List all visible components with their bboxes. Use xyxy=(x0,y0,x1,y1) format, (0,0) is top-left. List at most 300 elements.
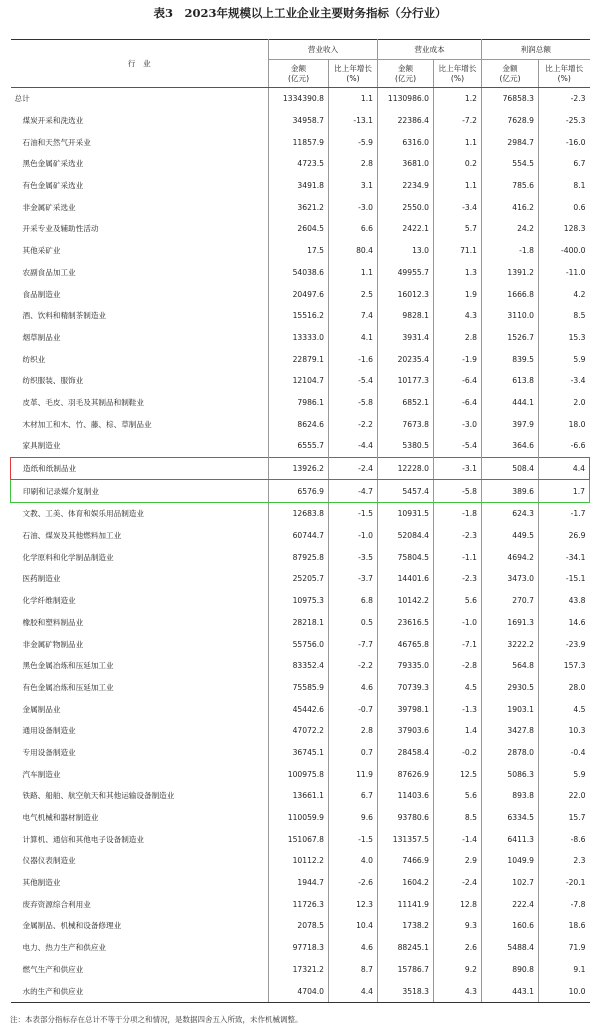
amount-unit: (亿元) xyxy=(499,73,521,83)
cost-amount-cell: 46765.8 xyxy=(378,633,434,655)
revenue-growth-cell: -2.6 xyxy=(329,872,378,894)
revenue-amount-cell: 60744.7 xyxy=(269,525,329,547)
industry-name-cell: 家具制造业 xyxy=(11,435,269,457)
revenue-growth-cell: 1.1 xyxy=(329,262,378,284)
profit-growth-cell: 4.2 xyxy=(573,289,586,299)
profit-growth-cell: 28.0 xyxy=(568,682,586,692)
industry-name-cell: 化学纤维制造业 xyxy=(11,590,269,612)
revenue-growth-cell: -3.5 xyxy=(329,546,378,568)
profit-growth-cell: 4.5 xyxy=(573,704,586,714)
revenue-growth-cell: -1.5 xyxy=(329,503,378,525)
cost-growth-cell: -2.3 xyxy=(434,525,482,547)
industry-name-cell: 黑色金属冶炼和压延加工业 xyxy=(11,655,269,677)
industry-name-cell: 黑色金属矿采选业 xyxy=(11,153,269,175)
industry-name-cell: 总计 xyxy=(11,88,269,110)
revenue-growth-cell: -0.7 xyxy=(329,698,378,720)
profit-growth-cell: 2.3 xyxy=(573,856,586,866)
revenue-amount-cell: 11857.9 xyxy=(269,131,329,153)
profit-amount-cell: 4694.2 xyxy=(482,546,539,568)
revenue-amount-cell: 4704.0 xyxy=(269,980,329,1002)
revenue-amount-cell: 12683.8 xyxy=(269,503,329,525)
cost-amount-cell: 131357.5 xyxy=(378,828,434,850)
profit-growth-cell: 15.7 xyxy=(568,813,586,823)
industry-name-cell: 金属制品业 xyxy=(11,698,269,720)
cost-amount-cell: 2422.1 xyxy=(378,218,434,240)
industry-name-cell: 文教、工美、体育和娱乐用品制造业 xyxy=(11,503,269,525)
revenue-growth-cell: 1.1 xyxy=(329,88,378,110)
revenue-amount-cell: 2604.5 xyxy=(269,218,329,240)
revenue-amount-cell: 110059.9 xyxy=(269,807,329,829)
revenue-growth-cell: 4.4 xyxy=(329,980,378,1002)
revenue-amount-cell: 25205.7 xyxy=(269,568,329,590)
table-row xyxy=(11,131,590,153)
profit-growth-cell: 18.0 xyxy=(568,419,586,429)
profit-amount-cell: 24.2 xyxy=(482,218,539,240)
profit-growth-cell: -34.1 xyxy=(565,552,586,562)
profit-growth-cell: 26.9 xyxy=(568,531,586,541)
revenue-amount-cell: 15516.2 xyxy=(269,305,329,327)
revenue-growth-cell: 9.6 xyxy=(329,807,378,829)
profit-growth-cell: 43.8 xyxy=(568,596,586,606)
profit-amount-cell: 416.2 xyxy=(482,196,539,218)
profit-amount-cell: 564.8 xyxy=(482,655,539,677)
cost-amount-cell: 23616.5 xyxy=(378,612,434,634)
amount-unit: (亿元) xyxy=(287,73,310,83)
cost-amount-cell: 39798.1 xyxy=(378,698,434,720)
profit-growth-cell: 14.6 xyxy=(568,617,586,627)
table-row xyxy=(11,633,590,655)
table-row xyxy=(11,175,590,197)
profit-growth-header xyxy=(539,60,590,88)
industry-name-cell: 化学原料和化学制品制造业 xyxy=(11,546,269,568)
table-row xyxy=(11,915,590,937)
profit-growth-cell: 2.0 xyxy=(573,397,586,407)
revenue-amount-cell: 55756.0 xyxy=(269,633,329,655)
revenue-amount-cell: 8624.6 xyxy=(269,413,329,435)
cost-growth-cell: 1.2 xyxy=(434,88,482,110)
table-row xyxy=(11,742,590,764)
cost-amount-cell: 13.0 xyxy=(378,240,434,262)
table-row xyxy=(11,457,590,480)
table-row xyxy=(11,305,590,327)
profit-growth-cell: 71.9 xyxy=(568,943,586,953)
cost-amount-cell: 93780.6 xyxy=(378,807,434,829)
revenue-growth-cell: 0.7 xyxy=(329,742,378,764)
profit-amount-header xyxy=(482,60,539,88)
profit-growth-cell: 1.7 xyxy=(539,480,590,503)
profit-amount-cell: 508.4 xyxy=(482,457,539,480)
table-row xyxy=(11,435,590,457)
cost-growth-cell: -6.4 xyxy=(434,392,482,414)
revenue-amount-cell: 151067.8 xyxy=(269,828,329,850)
cost-growth-cell: 4.5 xyxy=(434,677,482,699)
revenue-amount-cell: 36745.1 xyxy=(269,742,329,764)
revenue-growth-cell: 12.3 xyxy=(329,893,378,915)
industry-name-cell: 有色金属冶炼和压延加工业 xyxy=(11,677,269,699)
cost-growth-cell: 1.9 xyxy=(434,283,482,305)
profit-growth-cell: 10.3 xyxy=(568,726,586,736)
cost-amount-cell: 6316.0 xyxy=(378,131,434,153)
revenue-growth-cell: 6.6 xyxy=(329,218,378,240)
profit-growth-cell: 9.1 xyxy=(573,964,586,974)
revenue-growth-header xyxy=(329,60,378,88)
profit-amount-cell: 1666.8 xyxy=(482,283,539,305)
revenue-amount-cell: 6576.9 xyxy=(269,480,329,503)
table-row xyxy=(11,240,590,262)
industry-name-cell: 印刷和记录媒介复制业 xyxy=(11,480,269,503)
revenue-amount-cell: 2078.5 xyxy=(269,915,329,937)
cost-growth-cell: -7.2 xyxy=(434,110,482,132)
revenue-growth-cell: -5.9 xyxy=(329,131,378,153)
table-row xyxy=(11,612,590,634)
cost-amount-cell: 88245.1 xyxy=(378,937,434,959)
revenue-amount-cell: 10975.3 xyxy=(269,590,329,612)
revenue-amount-cell: 10112.2 xyxy=(269,850,329,872)
industry-name-cell: 汽车制造业 xyxy=(11,763,269,785)
revenue-amount-cell: 97718.3 xyxy=(269,937,329,959)
table-row xyxy=(11,348,590,370)
cost-amount-cell: 49955.7 xyxy=(378,262,434,284)
industry-name-cell: 酒、饮料和精制茶制造业 xyxy=(11,305,269,327)
industry-name-cell: 非金属矿采选业 xyxy=(11,196,269,218)
table-row xyxy=(11,413,590,435)
profit-amount-cell: 3110.0 xyxy=(482,305,539,327)
cost-growth-cell: 1.1 xyxy=(434,131,482,153)
table-row xyxy=(11,525,590,547)
amount-label: 金额 xyxy=(290,63,307,73)
cost-growth-cell: -1.0 xyxy=(434,612,482,634)
revenue-amount-cell: 12104.7 xyxy=(269,370,329,392)
profit-growth-cell: -400.0 xyxy=(561,246,586,256)
revenue-amount-cell: 17.5 xyxy=(269,240,329,262)
profit-growth-cell: 8.5 xyxy=(573,311,586,321)
industry-name-cell: 食品制造业 xyxy=(11,283,269,305)
revenue-amount-cell: 13333.0 xyxy=(269,327,329,349)
revenue-growth-cell: 7.4 xyxy=(329,305,378,327)
table-row xyxy=(11,937,590,959)
profit-growth-cell: -16.0 xyxy=(565,137,586,147)
revenue-amount-cell: 20497.6 xyxy=(269,283,329,305)
revenue-amount-cell: 13926.2 xyxy=(269,457,329,480)
cost-growth-cell: 2.6 xyxy=(434,937,482,959)
profit-amount-cell: 624.3 xyxy=(482,503,539,525)
cost-amount-cell: 5457.4 xyxy=(378,480,434,503)
table-row xyxy=(11,807,590,829)
revenue-growth-cell: -2.2 xyxy=(329,413,378,435)
profit-amount-cell: 443.1 xyxy=(482,980,539,1002)
table-row xyxy=(11,392,590,414)
cost-growth-cell: 1.3 xyxy=(434,262,482,284)
industry-name-cell: 其他制造业 xyxy=(11,872,269,894)
industry-name-cell: 专用设备制造业 xyxy=(11,742,269,764)
cost-growth-cell: -2.4 xyxy=(434,872,482,894)
industry-name-cell: 水的生产和供应业 xyxy=(11,980,269,1002)
cost-growth-cell: 1.4 xyxy=(434,720,482,742)
cost-amount-cell: 2234.9 xyxy=(378,175,434,197)
industry-name-cell: 纺织服装、服饰业 xyxy=(11,370,269,392)
cost-growth-cell: -5.4 xyxy=(434,435,482,457)
table-row xyxy=(11,872,590,894)
revenue-growth-cell: -1.6 xyxy=(329,348,378,370)
cost-amount-cell: 1604.2 xyxy=(378,872,434,894)
revenue-growth-cell: -1.0 xyxy=(329,525,378,547)
table-row xyxy=(11,110,590,132)
profit-amount-cell: 890.8 xyxy=(482,959,539,981)
profit-amount-cell: 6334.5 xyxy=(482,807,539,829)
industry-name-cell: 废弃资源综合利用业 xyxy=(11,893,269,915)
revenue-growth-cell: -5.4 xyxy=(329,370,378,392)
profit-amount-cell: 3427.8 xyxy=(482,720,539,742)
revenue-growth-cell: -5.8 xyxy=(329,392,378,414)
industry-name-cell: 木材加工和木、竹、藤、棕、草制品业 xyxy=(11,413,269,435)
cost-amount-cell: 3681.0 xyxy=(378,153,434,175)
revenue-growth-cell: 8.7 xyxy=(329,959,378,981)
table-body xyxy=(11,88,590,1003)
cost-growth-cell: -1.1 xyxy=(434,546,482,568)
profit-growth-cell: -20.1 xyxy=(565,878,586,888)
table-row xyxy=(11,655,590,677)
table-row xyxy=(11,893,590,915)
profit-growth-cell: -23.9 xyxy=(565,639,586,649)
profit-amount-cell: 5488.4 xyxy=(482,937,539,959)
profit-amount-cell: 397.9 xyxy=(482,413,539,435)
profit-amount-cell: 222.4 xyxy=(482,893,539,915)
profit-growth-cell: 22.0 xyxy=(568,791,586,801)
revenue-growth-cell: -2.2 xyxy=(329,655,378,677)
revenue-amount-cell: 17321.2 xyxy=(269,959,329,981)
cost-amount-cell: 22386.4 xyxy=(378,110,434,132)
revenue-growth-cell: 2.8 xyxy=(329,720,378,742)
total-row xyxy=(11,88,590,110)
cost-growth-cell: -0.2 xyxy=(434,742,482,764)
industry-name-cell: 非金属矿物制品业 xyxy=(11,633,269,655)
profit-growth-cell: 157.3 xyxy=(563,661,586,671)
table-row xyxy=(11,590,590,612)
industry-name-cell: 农副食品加工业 xyxy=(11,262,269,284)
profit-amount-cell: 102.7 xyxy=(482,872,539,894)
table-row xyxy=(11,262,590,284)
cost-amount-cell: 79335.0 xyxy=(378,655,434,677)
financial-indicators-table xyxy=(10,39,590,1003)
profit-amount-cell: 613.8 xyxy=(482,370,539,392)
revenue-amount-cell: 47072.2 xyxy=(269,720,329,742)
cost-growth-cell: -1.9 xyxy=(434,348,482,370)
profit-growth-cell: -11.0 xyxy=(565,267,586,277)
revenue-growth-cell: -13.1 xyxy=(329,110,378,132)
growth-label: 比上年增长 xyxy=(545,63,584,73)
growth-label: 比上年增长 xyxy=(438,63,477,73)
industry-name-cell: 通用设备制造业 xyxy=(11,720,269,742)
revenue-amount-cell: 3621.2 xyxy=(269,196,329,218)
cost-amount-cell: 16012.3 xyxy=(378,283,434,305)
profit-header: 利润总额 xyxy=(482,40,590,60)
table-row xyxy=(11,980,590,1002)
industry-name-cell: 其他采矿业 xyxy=(11,240,269,262)
profit-growth-cell: -0.4 xyxy=(570,747,586,757)
cost-growth-cell: 71.1 xyxy=(434,240,482,262)
profit-amount-cell: 893.8 xyxy=(482,785,539,807)
profit-amount-cell: 1691.3 xyxy=(482,612,539,634)
cost-amount-cell: 10142.2 xyxy=(378,590,434,612)
revenue-growth-cell: -4.7 xyxy=(329,480,378,503)
profit-growth-cell: -6.6 xyxy=(570,441,586,451)
table-row xyxy=(11,568,590,590)
growth-unit: (%) xyxy=(557,73,571,83)
revenue-amount-cell: 1944.7 xyxy=(269,872,329,894)
cost-growth-cell: 2.8 xyxy=(434,327,482,349)
industry-name-cell: 医药制造业 xyxy=(11,568,269,590)
profit-growth-cell: 8.1 xyxy=(573,181,586,191)
profit-growth-cell: 128.3 xyxy=(563,224,586,234)
revenue-growth-cell: 4.6 xyxy=(329,677,378,699)
cost-amount-cell: 87626.9 xyxy=(378,763,434,785)
revenue-growth-cell: 4.1 xyxy=(329,327,378,349)
profit-amount-cell: 3473.0 xyxy=(482,568,539,590)
industry-name-cell: 有色金属矿采选业 xyxy=(11,175,269,197)
revenue-amount-header xyxy=(269,60,329,88)
cost-growth-cell: -2.8 xyxy=(434,655,482,677)
cost-amount-cell: 70739.3 xyxy=(378,677,434,699)
profit-growth-cell: 6.7 xyxy=(573,159,586,169)
cost-growth-cell: 1.1 xyxy=(434,175,482,197)
table-row xyxy=(11,677,590,699)
profit-amount-cell: 2878.0 xyxy=(482,742,539,764)
revenue-amount-cell: 45442.6 xyxy=(269,698,329,720)
profit-amount-cell: 2930.5 xyxy=(482,677,539,699)
revenue-growth-cell: -1.5 xyxy=(329,828,378,850)
cost-amount-header xyxy=(378,60,434,88)
cost-growth-cell: -1.3 xyxy=(434,698,482,720)
profit-amount-cell: 839.5 xyxy=(482,348,539,370)
revenue-growth-cell: 80.4 xyxy=(329,240,378,262)
cost-amount-cell: 2550.0 xyxy=(378,196,434,218)
industry-header: 行 业 xyxy=(11,40,269,88)
cost-amount-cell: 28458.4 xyxy=(378,742,434,764)
profit-amount-cell: 270.7 xyxy=(482,590,539,612)
profit-growth-cell: 0.6 xyxy=(573,202,586,212)
revenue-amount-cell: 87925.8 xyxy=(269,546,329,568)
cost-amount-cell: 7466.9 xyxy=(378,850,434,872)
revenue-amount-cell: 6555.7 xyxy=(269,435,329,457)
revenue-growth-cell: -4.4 xyxy=(329,435,378,457)
table-row xyxy=(11,959,590,981)
cost-amount-cell: 3931.4 xyxy=(378,327,434,349)
cost-amount-cell: 1130986.0 xyxy=(378,88,434,110)
industry-name-cell: 造纸和纸制品业 xyxy=(11,457,269,480)
cost-growth-cell: 5.6 xyxy=(434,785,482,807)
profit-amount-cell: 3222.2 xyxy=(482,633,539,655)
cost-growth-cell: 2.9 xyxy=(434,850,482,872)
cost-growth-cell: -1.4 xyxy=(434,828,482,850)
industry-name-cell: 烟草制品业 xyxy=(11,327,269,349)
cost-growth-cell: 9.2 xyxy=(434,959,482,981)
profit-growth-cell: -15.1 xyxy=(565,574,586,584)
cost-growth-cell: -3.0 xyxy=(434,413,482,435)
growth-unit: (%) xyxy=(450,73,465,83)
table-row xyxy=(11,283,590,305)
profit-amount-cell: 6411.3 xyxy=(482,828,539,850)
cost-growth-cell: -7.1 xyxy=(434,633,482,655)
cost-amount-cell: 15786.7 xyxy=(378,959,434,981)
cost-growth-cell: -6.4 xyxy=(434,370,482,392)
industry-name-cell: 橡胶和塑料制品业 xyxy=(11,612,269,634)
revenue-amount-cell: 34958.7 xyxy=(269,110,329,132)
revenue-amount-cell: 22879.1 xyxy=(269,348,329,370)
revenue-growth-cell: 0.5 xyxy=(329,612,378,634)
table-row xyxy=(11,698,590,720)
cost-growth-cell: -3.4 xyxy=(434,196,482,218)
cost-amount-cell: 20235.4 xyxy=(378,348,434,370)
amount-label: 金额 xyxy=(502,63,518,73)
revenue-growth-cell: 6.7 xyxy=(329,785,378,807)
table-row xyxy=(11,153,590,175)
profit-amount-cell: 76858.3 xyxy=(482,88,539,110)
profit-growth-cell: -1.7 xyxy=(570,509,586,519)
profit-amount-cell: 1391.2 xyxy=(482,262,539,284)
revenue-amount-cell: 28218.1 xyxy=(269,612,329,634)
growth-unit: (%) xyxy=(346,73,360,83)
table-title: 表3 2023年规模以上工业企业主要财务指标（分行业） xyxy=(153,6,447,20)
revenue-amount-cell: 100975.8 xyxy=(269,763,329,785)
table-row xyxy=(11,218,590,240)
table-row xyxy=(11,828,590,850)
industry-name-cell: 石油和天然气开采业 xyxy=(11,131,269,153)
profit-amount-cell: 1526.7 xyxy=(482,327,539,349)
cost-growth-cell: -3.1 xyxy=(434,457,482,480)
profit-amount-cell: 160.6 xyxy=(482,915,539,937)
profit-amount-cell: 1903.1 xyxy=(482,698,539,720)
table-header xyxy=(11,40,590,88)
revenue-growth-cell: -3.0 xyxy=(329,196,378,218)
table-row xyxy=(11,850,590,872)
profit-growth-cell: -2.3 xyxy=(570,94,586,104)
table-row xyxy=(11,503,590,525)
revenue-amount-cell: 75585.9 xyxy=(269,677,329,699)
cost-amount-cell: 5380.5 xyxy=(378,435,434,457)
profit-growth-cell: 10.0 xyxy=(539,980,590,1002)
revenue-amount-cell: 54038.6 xyxy=(269,262,329,284)
revenue-amount-cell: 83352.4 xyxy=(269,655,329,677)
table-row xyxy=(11,480,590,503)
cost-amount-cell: 10177.3 xyxy=(378,370,434,392)
profit-amount-cell: 7628.9 xyxy=(482,110,539,132)
cost-growth-cell: 12.5 xyxy=(434,763,482,785)
revenue-growth-cell: 2.8 xyxy=(329,153,378,175)
revenue-growth-cell: -2.4 xyxy=(329,457,378,480)
cost-amount-cell: 6852.1 xyxy=(378,392,434,414)
profit-amount-cell: 364.6 xyxy=(482,435,539,457)
revenue-growth-cell: 11.9 xyxy=(329,763,378,785)
profit-growth-cell: 4.4 xyxy=(539,457,590,480)
revenue-growth-cell: 4.0 xyxy=(329,850,378,872)
cost-amount-cell: 11141.9 xyxy=(378,893,434,915)
industry-name-cell: 煤炭开采和洗选业 xyxy=(11,110,269,132)
profit-amount-cell: 389.6 xyxy=(482,480,539,503)
cost-growth-cell: 5.7 xyxy=(434,218,482,240)
industry-name-cell: 计算机、通信和其他电子设备制造业 xyxy=(11,828,269,850)
table-row xyxy=(11,720,590,742)
industry-name-cell: 皮革、毛皮、羽毛及其制品和制鞋业 xyxy=(11,392,269,414)
table-row xyxy=(11,327,590,349)
profit-growth-cell: -25.3 xyxy=(565,116,586,126)
revenue-growth-cell: -3.7 xyxy=(329,568,378,590)
industry-name-cell: 仪器仪表制造业 xyxy=(11,850,269,872)
table-row xyxy=(11,370,590,392)
profit-amount-cell: 444.1 xyxy=(482,392,539,414)
revenue-amount-cell: 4723.5 xyxy=(269,153,329,175)
table-row xyxy=(11,785,590,807)
growth-label: 比上年增长 xyxy=(334,63,372,73)
